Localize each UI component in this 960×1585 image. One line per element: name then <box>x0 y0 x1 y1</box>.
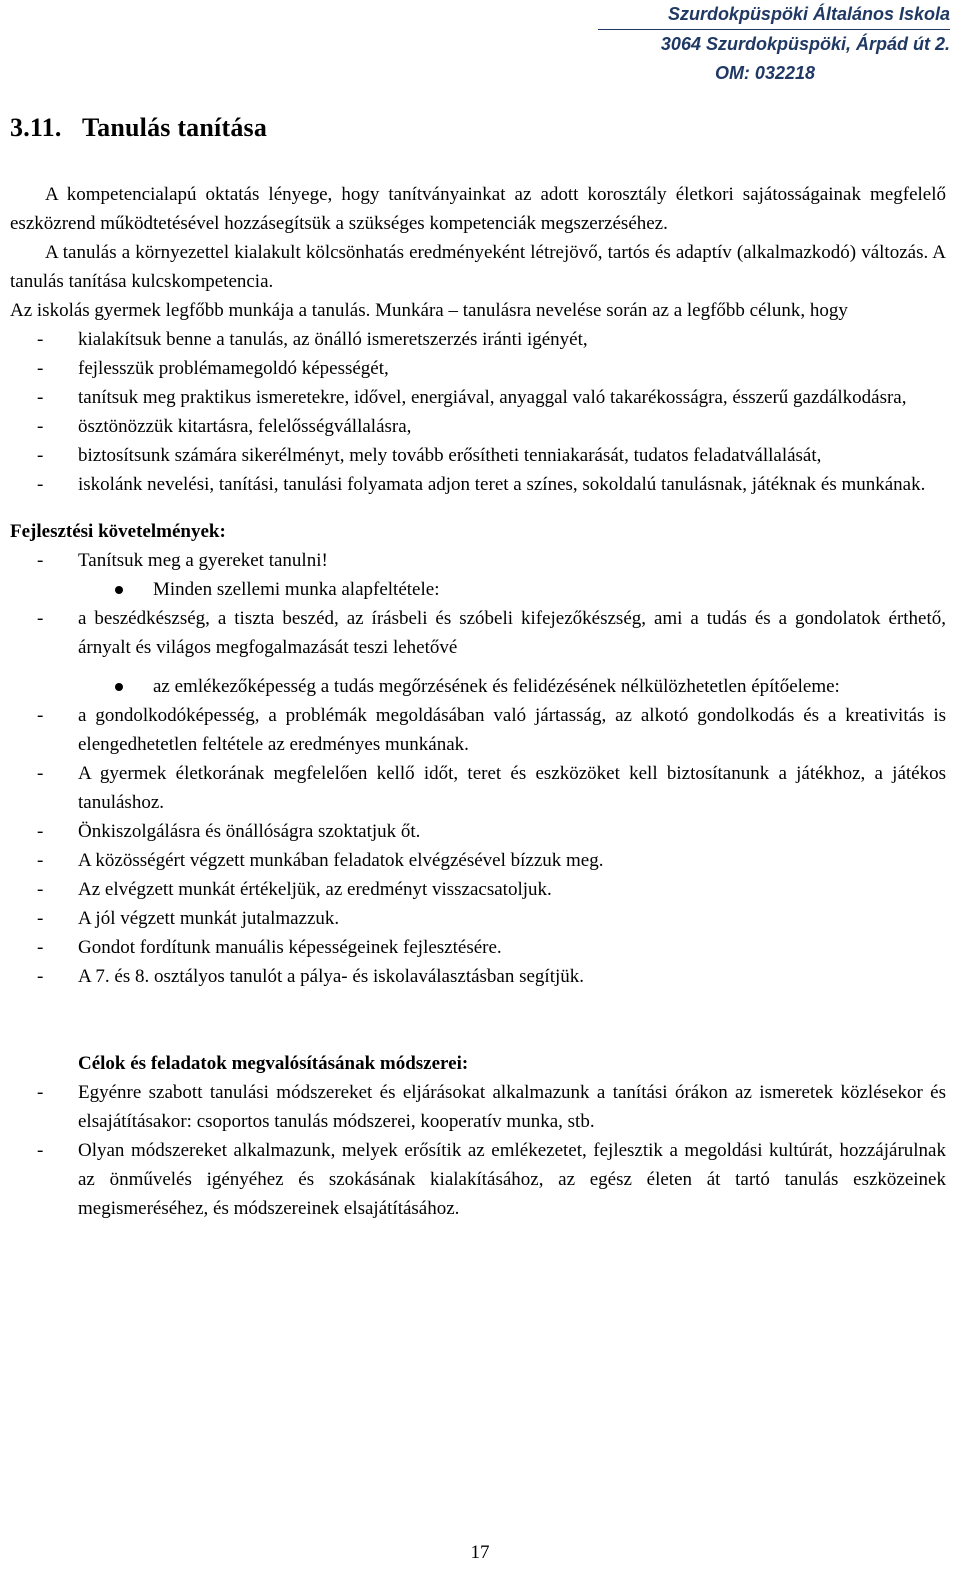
school-name: Szurdokpüspöki Általános Iskola <box>598 0 950 30</box>
main-content <box>10 180 946 1223</box>
dash-marker: - <box>37 1140 44 1161</box>
list-item: - Olyan módszereket alkalmazunk, melyek erősítik az emlékezetet, fejlesztik a megoldási kultúrát, hozzájárulnak az önművelés igényéhez és szokásának kialakításához, az egész életen át tartó tanulás eszközeinek megismeréséhez, és módszereinek elsajátításához. <box>10 1136 946 1223</box>
dash-marker: - <box>37 387 44 408</box>
list-item: - Egyénre szabott tanulási módszereket és eljárásokat alkalmazunk a tanítási órákon az ismeretek közlésekor és elsajátításakor: csoportos tanulás módszerei, kooperatív munka, stb. <box>10 1078 946 1136</box>
list-item: - A 7. és 8. osztályos tanulót a pálya- és iskolaválasztásban segítjük. <box>10 962 946 991</box>
list-item: - Tanítsuk meg a gyereket tanulni! <box>10 546 946 575</box>
dash-marker: - <box>37 445 44 466</box>
list-item: - Az elvégzett munkát értékeljük, az eredményt visszacsatoljuk. <box>10 875 946 904</box>
dash-marker: - <box>37 879 44 900</box>
dash-marker: - <box>37 705 44 726</box>
list-item: - ösztönözzük kitartásra, felelősségvállalásra, <box>10 412 946 441</box>
dash-marker: - <box>37 937 44 958</box>
list-item: - Gondot fordítunk manuális képességeinek fejlesztésére. <box>10 933 946 962</box>
om-identifier: OM: 032218 <box>714 63 815 83</box>
dash-marker: - <box>37 908 44 929</box>
bullet-icon <box>115 586 123 594</box>
dash-marker: - <box>37 821 44 842</box>
requirements-heading: Fejlesztési követelmények: <box>10 521 226 542</box>
dash-marker: - <box>37 850 44 871</box>
dash-marker: - <box>37 966 44 987</box>
list-item: - a gondolkodóképesség, a problémák megoldásában való jártasság, az alkotó gondolkodás és a kreativitás is elengedhetetlen feltétele az eredményes munkának. <box>10 701 946 759</box>
list-item: - kialakítsuk benne a tanulás, az önálló ismeretszerzés iránti igényét, <box>10 325 946 354</box>
dash-marker: - <box>37 763 44 784</box>
methods-list <box>10 1078 946 1223</box>
bullet-item: az emlékezőképesség a tudás megőrzésének és felidézésének nélkülözhetetlen építőeleme: <box>10 672 946 701</box>
list-item: - fejlesszük problémamegoldó képességét, <box>10 354 946 383</box>
bullet-icon <box>115 683 123 691</box>
page-header <box>598 0 950 88</box>
dash-marker: - <box>37 608 44 629</box>
list-item: - biztosítsunk számára sikerélményt, mely tovább erősítheti tenniakarását, tudatos feladatvállalását, <box>10 441 946 470</box>
bullet-item: Minden szellemi munka alapfeltétele: <box>10 575 946 604</box>
page-number: 17 <box>470 1542 490 1563</box>
list-item: - Önkiszolgálásra és önállóságra szoktatjuk őt. <box>10 817 946 846</box>
methods-heading: Célok és feladatok megvalósításának módszerei: <box>78 1053 469 1074</box>
section-title-text: Tanulás tanítása <box>82 113 268 142</box>
section-title <box>10 113 267 143</box>
requirements-list <box>10 546 946 991</box>
dash-marker: - <box>37 474 44 495</box>
section-number: 3.11. <box>10 113 62 142</box>
intro-paragraph-2: A tanulás a környezettel kialakult kölcsönhatás eredményeként létrejövő, tartós és adaptív (alkalmazkodó) változás. A tanulás tanítása kulcskompetencia. <box>10 242 946 292</box>
dash-marker: - <box>37 358 44 379</box>
school-address: 3064 Szurdokpüspöki, Árpád út 2. <box>660 34 950 54</box>
list-item: - a beszédkészség, a tiszta beszéd, az írásbeli és szóbeli kifejezőkészség, ami a tudás és a gondolatok érthető, árnyalt és világos megfogalmazását teszi lehetővé <box>10 604 946 662</box>
intro-paragraph-1: A kompetencialapú oktatás lényege, hogy tanítványainkat az adott korosztály életkori sajátosságainak megfelelő eszközrend működtetésével hozzásegítsük a szükséges kompetenciák megszerzéséhez. <box>10 184 946 234</box>
dash-marker: - <box>37 1082 44 1103</box>
intro-paragraph-3: Az iskolás gyermek legfőbb munkája a tanulás. Munkára – tanulásra nevelése során az a legfőbb célunk, hogy <box>10 300 848 321</box>
list-item: - iskolánk nevelési, tanítási, tanulási folyamata adjon teret a színes, sokoldalú tanulásnak, játéknak és munkának. <box>10 470 946 499</box>
goals-list <box>10 325 946 499</box>
list-item: - tanítsuk meg praktikus ismeretekre, idővel, energiával, anyaggal való takarékosságra, ésszerű gazdálkodásra, <box>10 383 946 412</box>
list-item: - A gyermek életkorának megfelelően kellő időt, teret és eszközöket kell biztosítanunk a játékhoz, a játékos tanuláshoz. <box>10 759 946 817</box>
dash-marker: - <box>37 550 44 571</box>
list-item: - A jól végzett munkát jutalmazzuk. <box>10 904 946 933</box>
list-item: - A közösségért végzett munkában feladatok elvégzésével bízzuk meg. <box>10 846 946 875</box>
dash-marker: - <box>37 329 44 350</box>
dash-marker: - <box>37 416 44 437</box>
